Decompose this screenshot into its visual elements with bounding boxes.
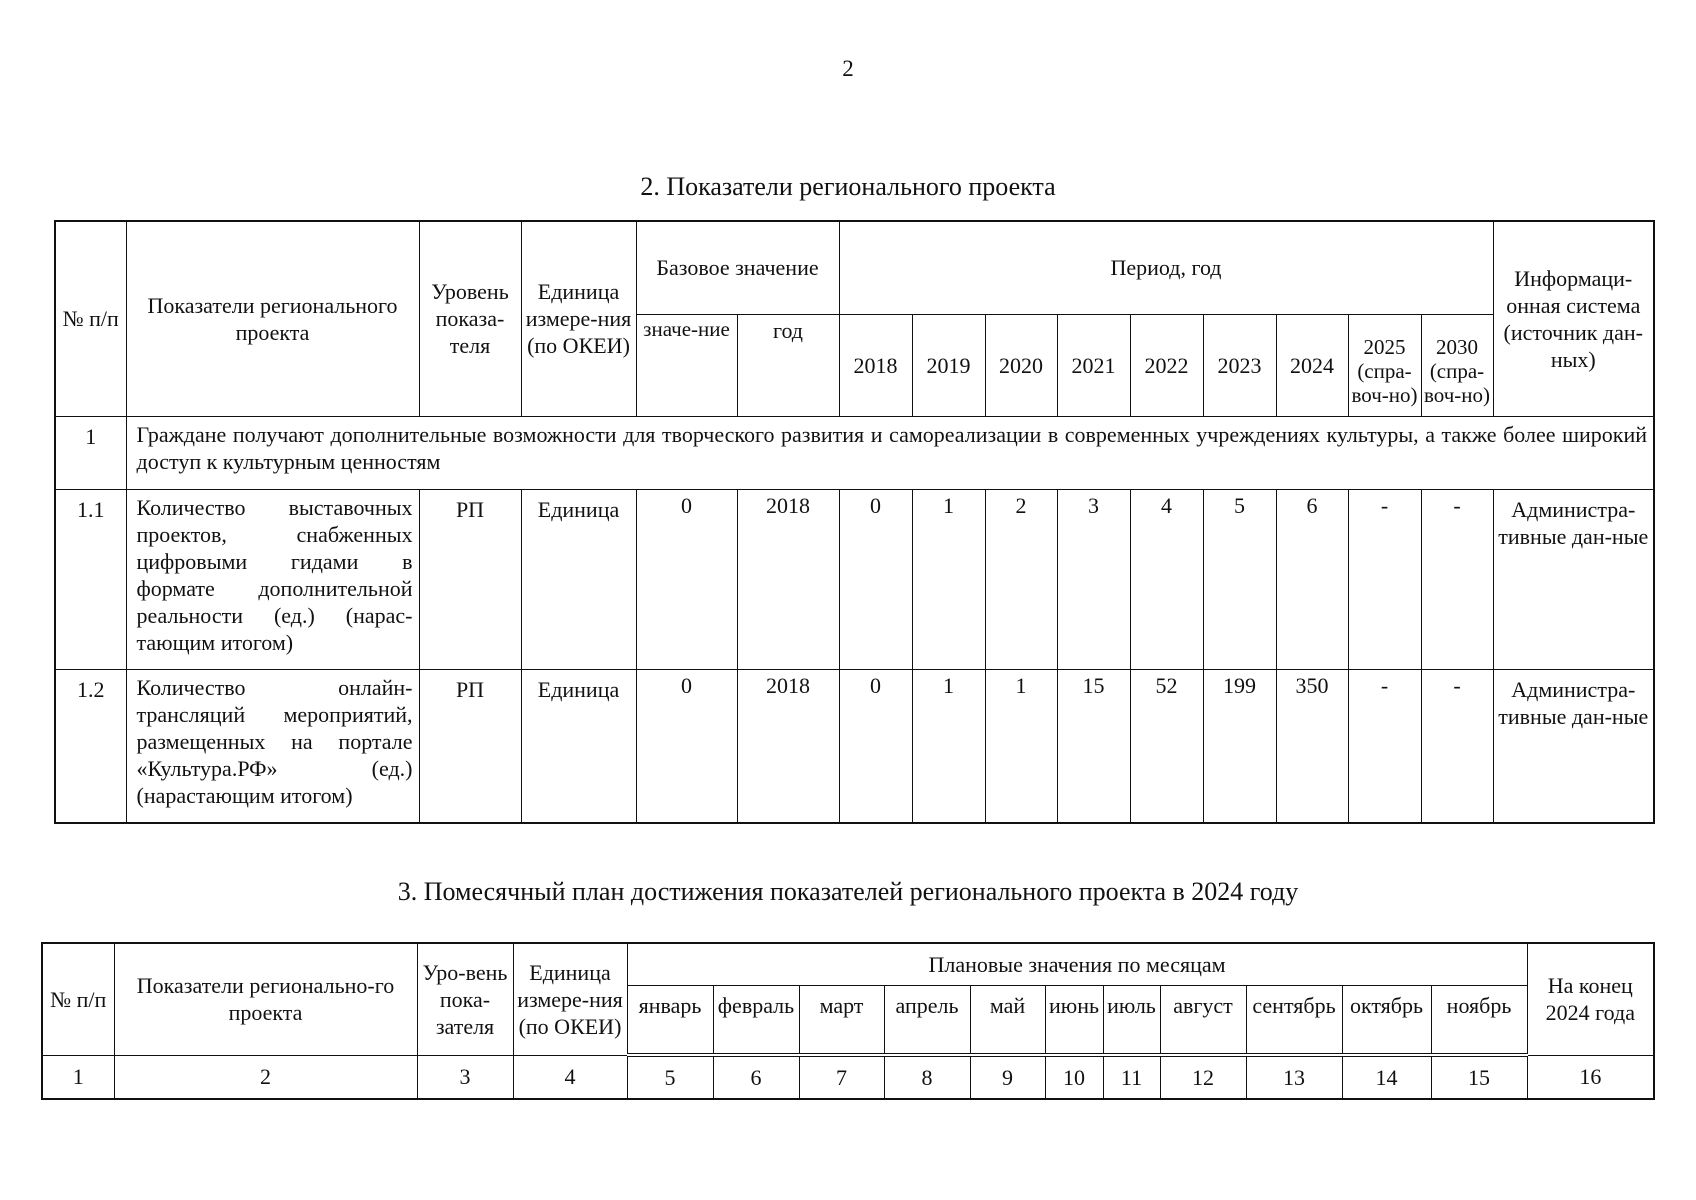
column-number: 11 bbox=[1103, 1055, 1160, 1099]
row-value: 5 bbox=[1203, 489, 1276, 669]
row-value-2025: - bbox=[1348, 669, 1421, 823]
row-value: 2 bbox=[985, 489, 1057, 669]
row-value: 1 bbox=[912, 489, 985, 669]
row-base-year: 2018 bbox=[737, 489, 839, 669]
header-year: 2018 bbox=[839, 314, 912, 416]
header-indicator: Показатели регионального проекта bbox=[126, 221, 419, 416]
header-month: ноябрь bbox=[1431, 985, 1527, 1055]
header-month: май bbox=[970, 985, 1045, 1055]
header-indicator: Показатели регионально-го проекта bbox=[114, 943, 417, 1055]
section-2-title: 2. Показатели регионального проекта bbox=[640, 172, 1056, 201]
header-base-value-value: значе-ние bbox=[636, 314, 737, 416]
column-number: 3 bbox=[417, 1055, 513, 1099]
row-indicator: Количество выставочных проектов, снабженных цифровыми гидами в формате дополнительной реальности (ед.) (нарас-тающим итогом) bbox=[126, 489, 419, 669]
header-month: октябрь bbox=[1342, 985, 1431, 1055]
row-source: Администра-тивные дан-ные bbox=[1493, 489, 1654, 669]
column-number: 2 bbox=[114, 1055, 417, 1099]
header-year: 2019 bbox=[912, 314, 985, 416]
header-month: июнь bbox=[1045, 985, 1103, 1055]
column-number: 15 bbox=[1431, 1055, 1527, 1099]
row-value: 1 bbox=[912, 669, 985, 823]
row-value: 1 bbox=[985, 669, 1057, 823]
header-month: январь bbox=[627, 985, 713, 1055]
header-month: август bbox=[1160, 985, 1246, 1055]
row-value: 0 bbox=[839, 669, 912, 823]
column-number: 13 bbox=[1246, 1055, 1342, 1099]
column-number: 14 bbox=[1342, 1055, 1431, 1099]
row-value: 0 bbox=[839, 489, 912, 669]
row-level: РП bbox=[419, 489, 521, 669]
section-3-title: 3. Помесячный план достижения показателей регионального проекта в 2024 году bbox=[397, 877, 1299, 906]
header-num: № п/п bbox=[55, 221, 126, 416]
column-number: 9 bbox=[970, 1055, 1045, 1099]
header-end-of-year: На конец 2024 года bbox=[1527, 943, 1654, 1055]
header-unit: Единица измере-ния (по ОКЕИ) bbox=[513, 943, 627, 1055]
row-value: 350 bbox=[1276, 669, 1348, 823]
header-source: Информаци-онная система (источник дан-ных) bbox=[1493, 221, 1654, 416]
goal-text: Граждане получают дополнительные возможности для творческого развития и самореализации в современных учреждениях культуры, а также более широкий доступ к культурным ценностям bbox=[126, 416, 1654, 489]
header-month: апрель bbox=[884, 985, 970, 1055]
row-value-2025: - bbox=[1348, 489, 1421, 669]
row-value-2030: - bbox=[1421, 669, 1493, 823]
header-month: март bbox=[799, 985, 884, 1055]
header-num: № п/п bbox=[42, 943, 114, 1055]
header-year: 2023 bbox=[1203, 314, 1276, 416]
column-number: 12 bbox=[1160, 1055, 1246, 1099]
header-planned-values: Плановые значения по месяцам bbox=[627, 943, 1527, 985]
header-month: июль bbox=[1103, 985, 1160, 1055]
column-number: 6 bbox=[713, 1055, 799, 1099]
row-value: 6 bbox=[1276, 489, 1348, 669]
column-number: 16 bbox=[1527, 1055, 1654, 1099]
monthly-plan-table bbox=[41, 942, 1655, 1100]
row-num: 1.2 bbox=[55, 669, 126, 823]
column-number: 10 bbox=[1045, 1055, 1103, 1099]
row-value: 15 bbox=[1057, 669, 1130, 823]
header-base-value-year: год bbox=[737, 314, 839, 416]
row-level: РП bbox=[419, 669, 521, 823]
header-level: Уровень показа-теля bbox=[419, 221, 521, 416]
goal-num: 1 bbox=[55, 416, 126, 489]
row-base-value: 0 bbox=[636, 669, 737, 823]
header-year-2030: 2030 (спра-воч-но) bbox=[1421, 314, 1493, 416]
row-value: 4 bbox=[1130, 489, 1203, 669]
row-source: Администра-тивные дан-ные bbox=[1493, 669, 1654, 823]
row-indicator: Количество онлайн-трансляций мероприятий, размещенных на портале «Культура.РФ» (ед.) (нарастающим итогом) bbox=[126, 669, 419, 823]
header-base-value: Базовое значение bbox=[636, 221, 839, 314]
column-number: 4 bbox=[513, 1055, 627, 1099]
row-value: 52 bbox=[1130, 669, 1203, 823]
row-value: 3 bbox=[1057, 489, 1130, 669]
column-number: 7 bbox=[799, 1055, 884, 1099]
header-year-2025: 2025 (спра-воч-но) bbox=[1348, 314, 1421, 416]
column-number: 1 bbox=[42, 1055, 114, 1099]
header-level: Уро-вень пока-зателя bbox=[417, 943, 513, 1055]
row-value-2030: - bbox=[1421, 489, 1493, 669]
header-year: 2020 bbox=[985, 314, 1057, 416]
header-year: 2022 bbox=[1130, 314, 1203, 416]
row-unit: Единица bbox=[521, 489, 636, 669]
header-period: Период, год bbox=[839, 221, 1493, 314]
row-base-value: 0 bbox=[636, 489, 737, 669]
row-base-year: 2018 bbox=[737, 669, 839, 823]
row-unit: Единица bbox=[521, 669, 636, 823]
header-month: сентябрь bbox=[1246, 985, 1342, 1055]
header-month: февраль bbox=[713, 985, 799, 1055]
header-year: 2021 bbox=[1057, 314, 1130, 416]
page-number: 2 bbox=[842, 56, 854, 81]
regional-indicators-table bbox=[54, 220, 1655, 824]
row-value: 199 bbox=[1203, 669, 1276, 823]
column-number: 8 bbox=[884, 1055, 970, 1099]
header-year: 2024 bbox=[1276, 314, 1348, 416]
header-unit: Единица измере-ния (по ОКЕИ) bbox=[521, 221, 636, 416]
row-num: 1.1 bbox=[55, 489, 126, 669]
column-number: 5 bbox=[627, 1055, 713, 1099]
